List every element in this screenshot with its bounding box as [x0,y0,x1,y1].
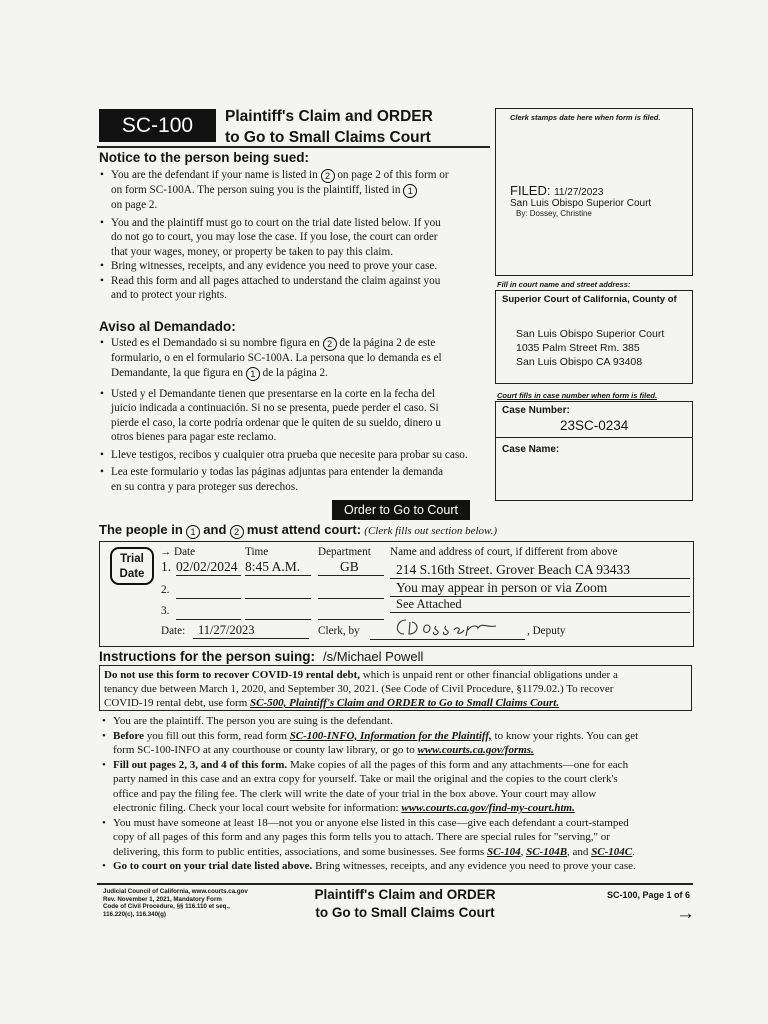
next-page-arrow-icon: → [676,903,695,924]
footer-legal-1: Judicial Council of California, www.courts.ca.gov [103,888,248,895]
col-date-label: Date [173,546,196,558]
instruction-2-d: form SC-100-INFO at any courthouse or county law library, or go to [113,744,418,756]
row-2-date [176,584,241,599]
instruction-3-c: party named in this case and an extra copy for yourself. Take or mail the original and the copies to the court clerk's [113,773,618,785]
notice-1-b: on page 2 of this form or [337,169,449,181]
col-dept-header: Department [318,546,371,558]
instructions-heading: Instructions for the person suing: [99,649,316,664]
notice-1-d: on page 2. [111,199,158,211]
notice-4-line-2: and to protect your rights. [111,289,227,301]
form-title-line-2: to Go to Small Claims Court [225,129,431,146]
covid-2: which is unpaid rent or other financial obligations under a [360,669,618,681]
filed-stamp [510,183,603,198]
circle-1-icon: 1 [186,525,200,539]
row-2-address: You may appear in person or via Zoom [390,580,690,597]
row-1-date: 02/02/2024 [176,559,241,576]
instruction-item-5: • Go to court on your trial date listed above. Bring witnesses, receipts, and any evidence you need to prove your case. [102,860,636,872]
instruction-4-and: , and [567,845,592,858]
instruction-3-d: office and pay the filing fee. The clerk will write the date of your trial in the box above. Your court may allow [113,787,597,800]
instruction-item-1: • You are the plaintiff. The person you are suing is the defendant. [102,715,393,727]
footer-title-2: to Go to Small Claims Court [315,905,495,920]
instruction-item-4: • You must have someone at least 18—not you or anyone else listed in this case—give each defendant a court-stamped copy of all pages of this form and any pages this form tells you to attach. There are special rules for "serving," or delivering, this form to public entities, associations, and some businesses. See forms SC-104, SC-104B, and SC-104C. [102,816,635,858]
sc-104c-link[interactable]: SC-104C [591,845,633,858]
aviso-2-line-4: otros bienes para pagar este reclamo. [111,431,277,443]
attend-and: and [203,522,227,537]
notice-3: Bring witnesses, receipts, and any evidence you need to prove your case. [111,260,438,272]
aviso-2-line-2: juicio indicada a continuación. Si no se presenta, puede perder el caso. Si [111,402,439,414]
case-number-label: Case Number: [502,405,570,416]
footer-title-1: Plaintiff's Claim and ORDER [314,887,496,902]
aviso-item-4: • Lea este formulario y todas las páginas adjuntas para entender la demanda en su contra y para proteger sus derechos. [111,465,506,494]
instruction-4-a: You must have someone at least 18—not you or anyone else listed in this case—give each defendant a court-stamped [113,816,629,829]
covid-1: Do not use this form to recover COVID-19 rental debt, [104,669,361,681]
court-name-box [495,290,693,384]
court-address-line-1: San Luis Obispo Superior Court [516,328,665,340]
notice-item-3: • Bring witnesses, receipts, and any evidence you need to prove your case. [100,260,438,272]
instruction-1: You are the plaintiff. The person you are suing is the defendant. [113,715,393,727]
clerk-stamp-box [495,108,693,276]
plaintiff-signature: /s/Michael Powell [323,649,424,664]
case-box-label: Court fills in case number when form is filed. [497,391,658,400]
aviso-item-1: • Usted es el Demandado si su nombre figura en 2 de la página 2 de este formulario, o en el formulario SC-100A. La persona que lo demanda es el Demandante, la que figura en 1 de la página 2. [100,337,442,379]
filed-by: By: Dossey, Christine [516,209,592,218]
row-1-number: 1. [161,559,172,574]
instruction-2-b: you fill out this form, read form [143,729,290,742]
court-address [516,327,664,369]
form-title-line-1: Plaintiff's Claim and ORDER [225,108,433,125]
case-number-box [495,401,693,501]
footer-legal-2: Rev. November 1, 2021, Mandatory Form [103,895,222,903]
notice-2-line-1: You and the plaintiff must go to court on the trial date listed below. If you [111,216,441,229]
instructions-heading-row [99,648,423,666]
footer-title [300,886,510,922]
find-my-court-link[interactable]: www.courts.ca.gov/find-my-court.htm. [401,802,575,814]
circle-2-icon: 2 [321,169,335,183]
covid-notice-box [99,665,692,711]
attend-note: (Clerk fills out section below.) [364,525,497,537]
circle-2-icon: 2 [323,337,337,351]
instruction-item-3: • Fill out pages 2, 3, and 4 of this form. Make copies of all the pages of this form and any attachments—one for each party named in this case and an extra copy for yourself. Take or mail the original and the copies to the court clerk's office and pay the filing fee. The clerk will write the date of your trial in the box above. Your court may allow electronic filing. Check your local court website for information: www.courts.ca.gov/find-my-court.htm. [102,758,629,814]
aviso-1-d: Demandante, la que figura en [111,366,244,379]
footer-legal-4: 116.220(c), 116.340(g) [103,910,166,918]
issue-date-value: 11/27/2023 [193,623,309,639]
case-number-value: 23SC-0234 [560,418,629,433]
notice-item-4: • Read this form and all pages attached to understand the claim against you and to protect your rights. [111,274,496,303]
sc-100-info-link[interactable]: SC-100-INFO, Information for the Plaintiff, [289,729,492,742]
circle-1-icon: 1 [246,367,260,381]
notice-1-a: You are the defendant if your name is listed in [111,169,318,181]
notice-item-2: • You and the plaintiff must go to court on the trial date listed below. If you do not go to court, you may lose the case. If you lose, the court can order that your wages, money, or property be taken to pay this claim. [111,216,496,260]
notice-2-line-2: do not go to court, you may lose the case. If you lose, the court can order [111,231,438,243]
sc-500-link[interactable]: SC-500, Plaintiff's Claim and ORDER to Go to Small Claims Court. [250,697,560,709]
arrow-right-icon: → [160,546,172,558]
aviso-item-2: • Usted y el Demandante tienen que presentarse en la corte en la fecha del juicio indicada a continuación. Si no se presenta, puede perder el caso. Si pierde el caso, la corte podría ordenar que le quiten de su sueldo, dinero u otros bienes para pagar este reclamo. [111,387,506,445]
aviso-item-3: • Lleve testigos, recibos y cualquier otra prueba que necesite para probar su caso. [100,448,468,461]
instruction-3-b: Make copies of all the pages of this form and any attachments—one for each [287,758,629,771]
row-2-department [318,584,384,599]
sc-104-link[interactable]: SC-104 [486,845,521,858]
aviso-2-line-3: pierde el caso, la corte podría ordenar que le quiten de su sueldo, dinero u [111,416,441,429]
trial-label-2: Date [119,568,145,580]
order-banner: Order to Go to Court [332,500,470,520]
covid-4: COVID-19 rental debt, use form [104,697,251,709]
form-title [225,106,433,148]
footer-rule [97,883,693,885]
notice-item-1: • You are the defendant if your name is listed in 2 on page 2 of this form or on form SC-100A. The person suing you is the plaintiff, listed in 1 on page 2. [100,169,449,211]
row-3-date [176,605,241,620]
aviso-1-b: de la página 2 de este [339,337,436,349]
footer-legal [103,888,248,918]
row-2-number: 2. [161,584,170,596]
case-box-divider [496,437,692,438]
row-1-time: 8:45 A.M. [245,559,311,576]
aviso-list [100,336,506,494]
court-box-title: Superior Court of California, County of [502,294,677,305]
row-1-address: 214 S.16th Street. Grover Beach CA 93433 [390,562,690,579]
row-3-number: 3. [161,605,170,617]
aviso-1-a: Usted es el Demandado si su nombre figura en [111,337,320,349]
filed-label: FILED: [510,183,551,198]
instruction-4-b: copy of all pages of this form and any pages this form tells you to attach. There are special rules for "serving," or [113,831,610,843]
issue-date-label: Date: [161,625,186,637]
notice-list [100,168,496,303]
row-2-time [245,584,311,599]
court-box-label: Fill in court name and street address: [497,280,631,289]
aviso-3: Lleve testigos, recibos y cualquier otra prueba que necesite para probar su caso. [111,448,468,461]
aviso-4-line-2: en su contra y para proteger sus derechos. [111,480,299,493]
instruction-5: Go to court on your trial date listed above. [113,860,313,872]
clerk-signature-icon [392,616,502,638]
header-rule [97,146,490,148]
row-1-department: GB [318,559,384,576]
attend-line [99,522,497,539]
instruction-item-2: • Before you fill out this form, read form SC-100-INFO, Information for the Plaintiff, to know your rights. You can get form SC-100-INFO at any courthouse or county law library, or go to www.courts.ca.gov/forms. [102,729,639,756]
filed-court: San Luis Obispo Superior Court [510,198,652,209]
trial-label-1: Trial [120,553,144,565]
aviso-heading: Aviso al Demandado: [99,319,236,334]
notice-2-line-3: that your wages, money, or property be taken to pay this claim. [111,245,393,258]
forms-url-link[interactable]: www.courts.ca.gov/forms. [417,744,534,756]
clerk-signature-line [370,624,525,640]
footer-page-number: SC-100, Page 1 of 6 [606,890,690,900]
aviso-2-line-1: Usted y el Demandante tienen que presentarse en la corte en la fecha del [111,387,435,400]
instruction-2-a: Before [113,729,144,742]
instruction-2-c: to know your rights. You can get [491,729,639,742]
case-name-label: Case Name: [502,444,560,455]
aviso-1-e: de la página 2. [262,366,328,379]
col-date-header [160,546,195,558]
covid-3: tenancy due between March 1, 2020, and September 30, 2021. (See Code of Civil Procedure, §1179.02.) To recover [104,683,614,695]
filed-date: 11/27/2023 [554,187,604,198]
form-id-badge: SC-100 [99,109,216,142]
instruction-3-e: electronic filing. Check your local court website for information: [113,802,402,814]
row-3-department [318,605,384,620]
footer-legal-3: Code of Civil Procedure, §§ 116.110 et seq., [103,903,230,911]
notice-1-c: on form SC-100A. The person suing you is the plaintiff, listed in [111,184,401,196]
deputy-label: , Deputy [527,625,566,637]
row-3-time [245,605,311,620]
circle-1-icon: 1 [403,184,417,198]
circle-2-icon: 2 [230,525,244,539]
instruction-4-c: delivering, this form to public entities, associations, and some businesses. See forms [113,845,487,858]
aviso-4-line-1: Lea este formulario y todas las páginas adjuntas para entender la demanda [111,466,444,478]
court-address-line-3: San Luis Obispo CA 93408 [516,356,643,368]
instruction-list [102,714,695,874]
trial-date-label [110,547,154,585]
notice-heading: Notice to the person being sued: [99,150,310,165]
notice-4-line-1: Read this form and all pages attached to understand the claim against you [111,274,441,287]
court-address-line-2: 1035 Palm Street Rm. 385 [516,342,640,354]
instruction-5-b: Bring witnesses, receipts, and any evidence you need to prove your case. [312,860,636,872]
col-time-header: Time [245,546,269,558]
aviso-1-c: formulario, o en el formulario SC-100A. La persona que lo demanda es el [111,352,442,364]
clerk-stamp-label: Clerk stamps date here when form is filed. [510,113,661,122]
col-addr-header: Name and address of court, if different from above [390,546,618,558]
sc-104b-link[interactable]: SC-104B [526,845,568,858]
clerk-by-label: Clerk, by [318,625,360,637]
attend-a: The people in [99,522,183,537]
attend-b: must attend court: [246,522,362,537]
instruction-3-a: Fill out pages 2, 3, and 4 of this form. [113,758,288,771]
row-3-address: See Attached [390,597,690,613]
